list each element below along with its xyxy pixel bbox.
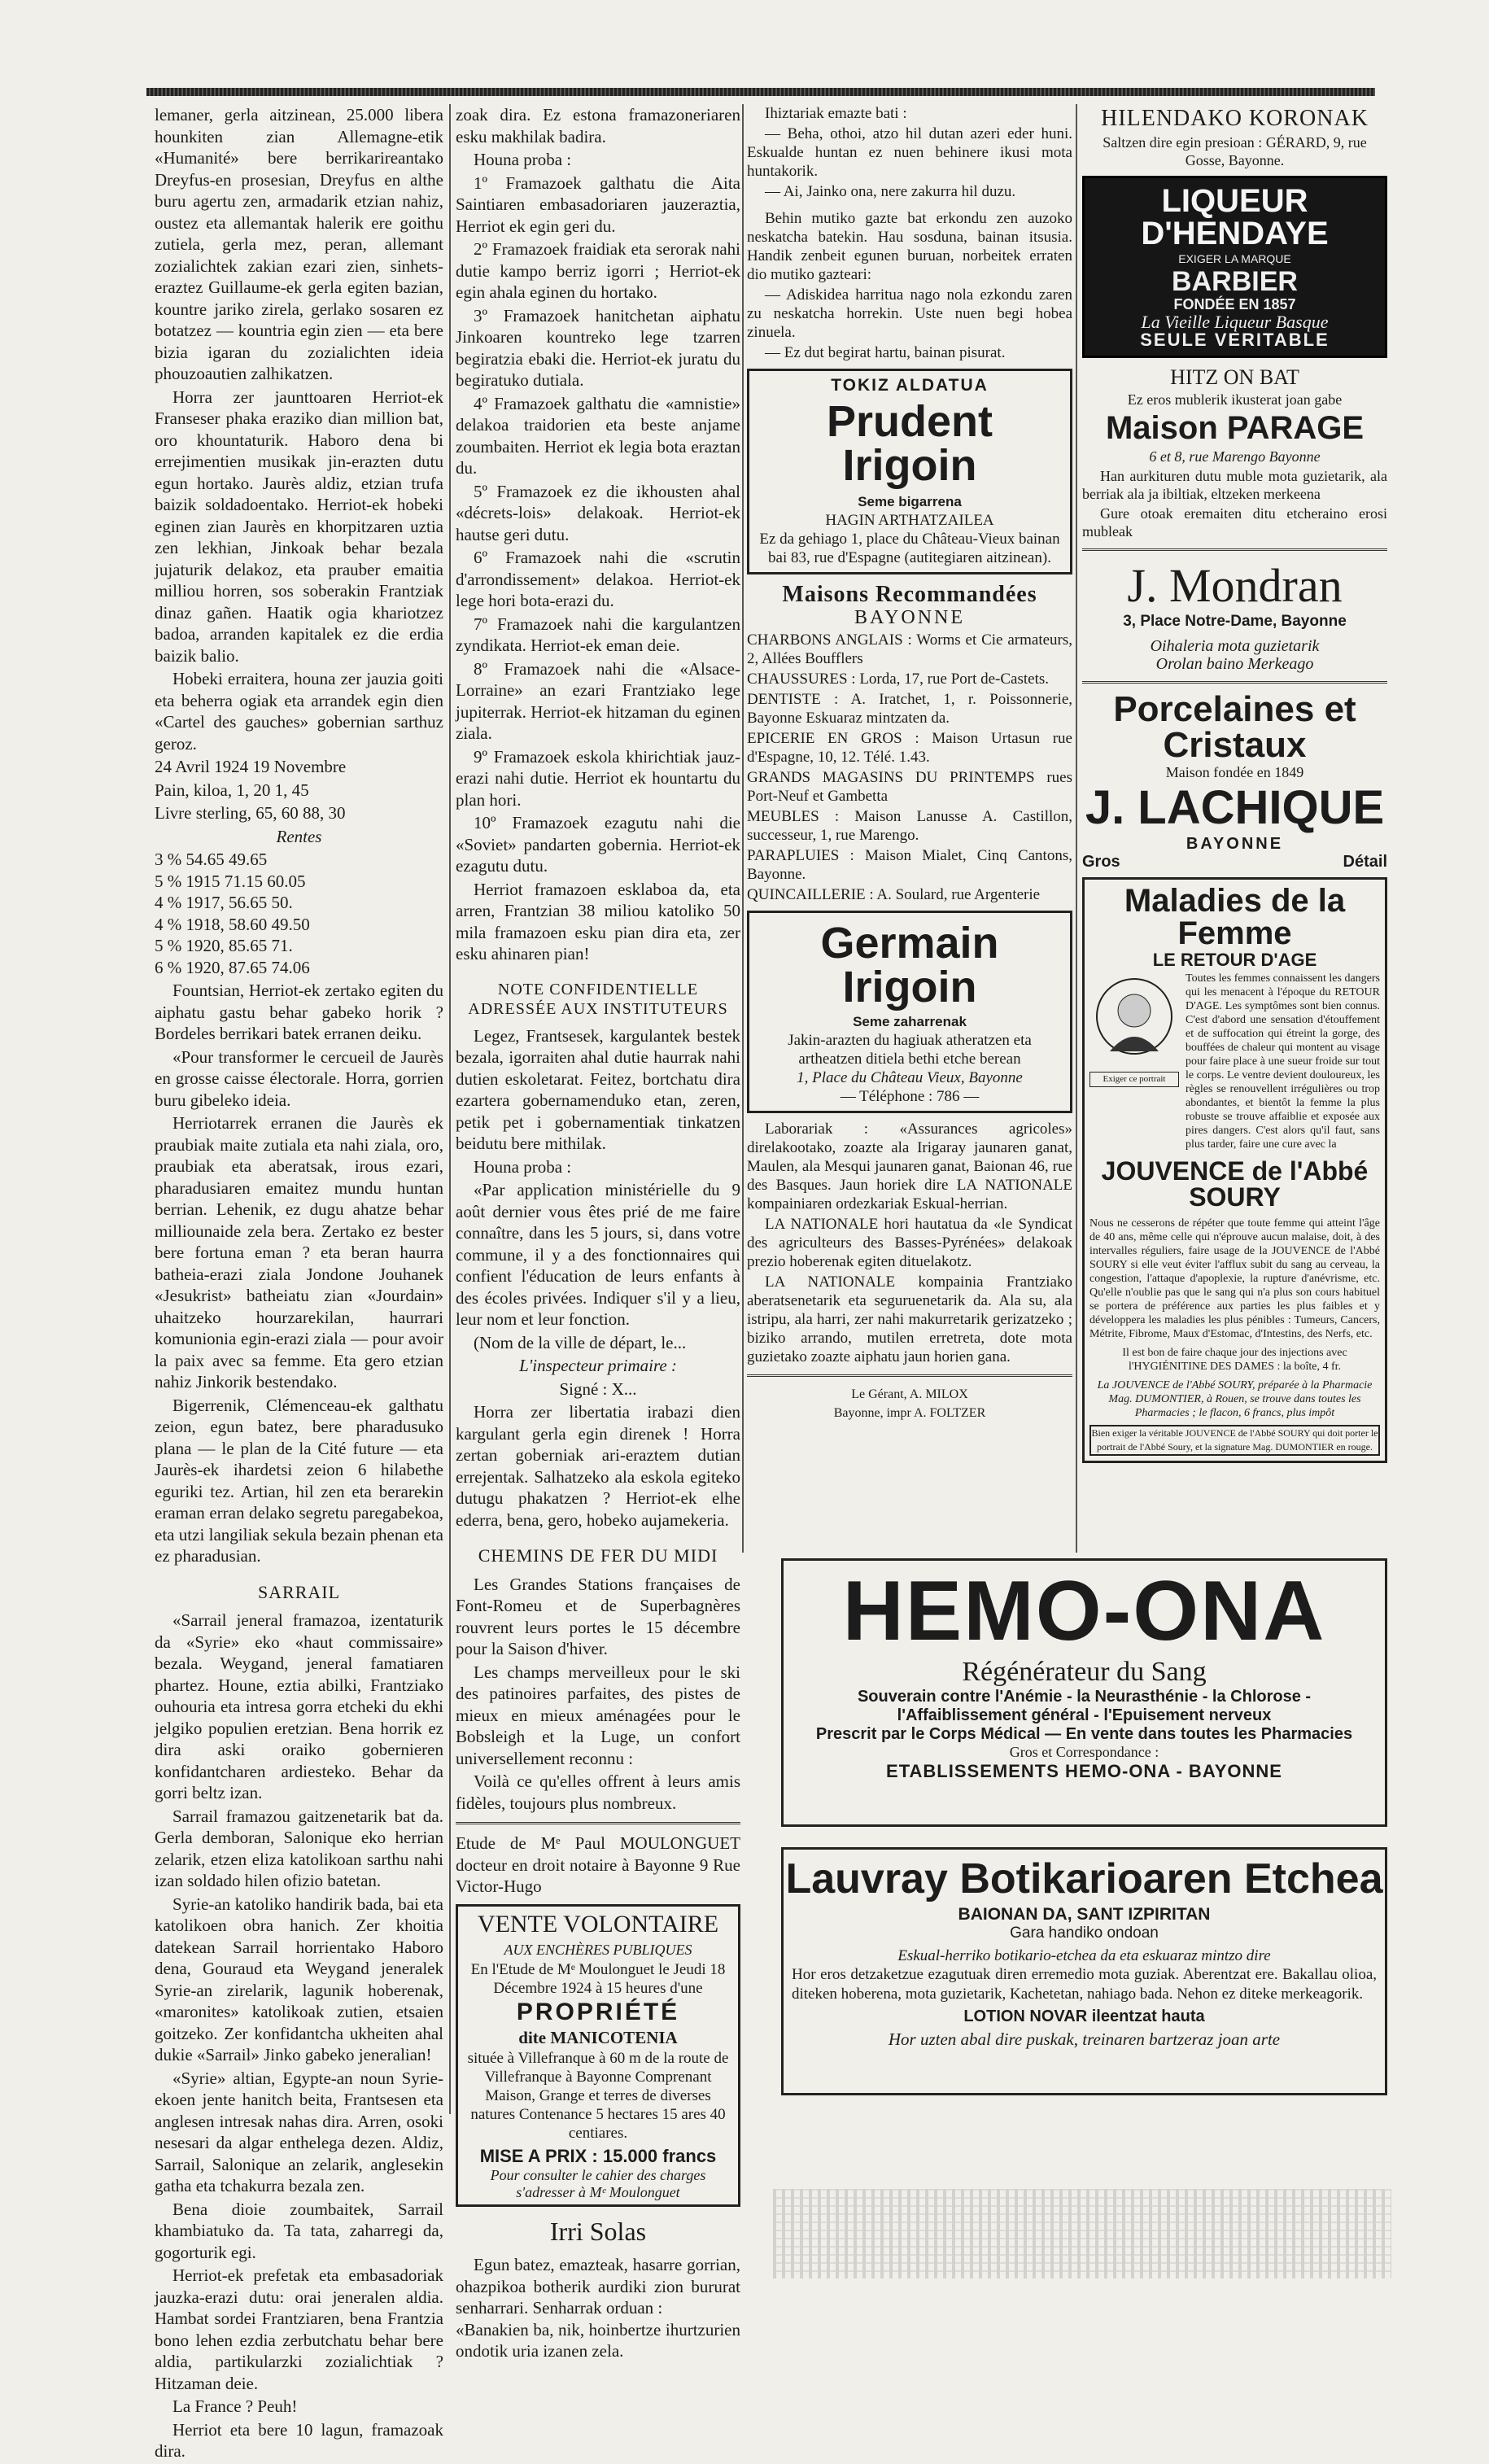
article-paragraph: «Pour transformer le cercueil de Jaurès en grosse caisse électorale. Horra, gorrien buru gibeleko ideia. [155, 1046, 443, 1110]
prix-note: Pour consulter le cahier des charges s'adresser à Mᵉ Moulonguet [490, 2167, 706, 2200]
parage-address: 6 et 8, rue Marengo Bayonne [1149, 448, 1321, 465]
article-paragraph: lemaner, gerla aitzinean, 25.000 libera hounkiten zian Allemagne-etik «Humanité» bere berrikarireantako Dreyfus-en prosesian, Dreyfus en althe buru agertu zen, armadarik etzian nahiz, oustez eta allemantak halerik ere goithu zutiela, gerla mez, peran, allemant zozialichtek zakian ezari zien, sinhets-eraztez Guillaume-ek gerla egiten bazian, kountre jariko zirela, gerlako sosaren ez botatzez — kountria egin zien — eta bere bizia igaran du zozialichten ideia phouzoautien zalhikatzen. [155, 105, 443, 383]
liqueur-title: LIQUEUR D'HENDAYE [1141, 183, 1329, 251]
article-paragraph: 9º Framazoek eskola khirichtiak jauz-erazi nahi dutie. Herriot ek hountartu du plan hori. [456, 746, 740, 810]
porcelaines-fondee: Maison fondée en 1849 [1165, 764, 1304, 780]
article-paragraph: Legez, Frantsesek, kargulantek bestek bezala, igorraiten ahal dutie haurrak nahi dutien eskoletarat. Feitez, bortchatu dira ezartera gobernamenduko etan, zeren, petik pet i gobernamentiak tinkatzen beidutu bere mithilak. [456, 1025, 740, 1153]
parage-text: Gure otoak eremaiten ditu etcheraino erosi mubleak [1082, 505, 1387, 540]
liqueur-fondee: FONDÉE EN 1857 [1173, 296, 1296, 312]
hemo-subtitle: Régénérateur du Sang [962, 1657, 1207, 1687]
hilendako-title: HILENDAKO KORONAK [1101, 106, 1369, 131]
article-paragraph: LA NATIONALE hori hautatua da «le Syndicat des agriculteurs des Basses-Pyrénées» delakoak prezio hoberenak egiten dituelakotz. [747, 1216, 1072, 1270]
lachique-city: BAYONNE [1186, 835, 1284, 853]
column-1 [155, 104, 443, 2464]
germain-sub: Seme zaharrenak [853, 1014, 967, 1029]
maisons-item: PARAPLUIES : Maison Mialet, Cinq Cantons, Bayonne. [747, 847, 1072, 883]
article-paragraph: Herriotarrek erranen die Jaurès ek praubiak maite zutiala eta nahi ziala, oro, praubiak eta aberatsak, irous ezari, pharadusiaren emaitez mundu huntan berrian. Lehenik, ez dugu ahatze behar milliounaide zela bera. Zertako ez bester bere fortuna eman ? eta beran haurra batheia-erazi ziala Jondone Jouhanek «Jesukrist» batheiatu zian «Jourdain» uhaitzeko hourzarekilan, haurrari komunionia egin-erazi ziala — pour avoir la paix avec sa femme. Eta gero etzian nahiz Jinkorik bestendako. [155, 1113, 443, 1391]
germain-text: Jakin-arazten du hagiuak atheratzen eta artheatzen ditiela bethi etche berean [788, 1032, 1032, 1068]
portrait-icon [1094, 972, 1175, 1068]
article-paragraph: Houna proba : [474, 150, 572, 169]
detail-label: Détail [1343, 853, 1387, 871]
liqueur-vieille: La Vieille Liqueur Basque [1141, 312, 1329, 332]
article-paragraph: Laborariak : «Assurances agricoles» direlakootako, zoazte ala Irigaray jaunaren ganat, Maulen, ala Mesqui jaunaren ganat, Baionan 46, rue des Basques. Jaun horiek dire LA NATIONALE kompainiaren ordezkariak Eskual-herrian. [747, 1121, 1072, 1212]
maladies-text: Toutes les femmes connaissent les dangers qui les menacent à l'époque du RETOUR D'AGE. Les symptômes sont bien connus. C'est d'abord une sensation d'étouffement et de suffocation qui étreint la gorge, des bouffées de chaleur qui montent au visage pour faire place à une sueur froide sur tout le corps. Le ventre devient douloureux, les règles se renouvellent irrégulières ou trop abondantes, et bientôt la femme la plus robuste se trouve affaiblie et exposée aux pires dangers. C'est alors qu'il faut, sans plus tarder, faire une cure avec la [1186, 972, 1380, 1151]
lauvray-text: Eskual-herriko botikario-etchea da eta eskuaraz mintzo dire [897, 1947, 1271, 1964]
gros-detail-row [1082, 853, 1387, 871]
maisons-item: DENTISTE : A. Iratchet, 1, r. Poissonnerie, Bayonne Eskuaraz mintzaten da. [747, 691, 1072, 727]
maisons-item: MEUBLES : Maison Lanusse A. Castillon, successeur, 1, rue Marengo. [747, 808, 1072, 844]
hemo-line: l'Affaiblissement général - l'Epuisement nerveux [897, 1706, 1272, 1724]
article-paragraph: 1º Framazoek galthatu die Aita Saintiaren embasadoriaren jauzeraztia, Herriot ek egin geri du. [456, 173, 740, 236]
etude-notice: Etude de Mᵉ Paul MOULONGUET docteur en droit notaire à Bayonne 9 Rue Victor-Hugo [456, 1833, 740, 1896]
divider [747, 1374, 1072, 1377]
maisons-item: CHARBONS ANGLAIS : Worms et Cie armateurs, 2, Allées Boufflers [747, 631, 1072, 667]
article-paragraph: Voilà ce qu'elles offrent à leurs amis fidèles, toujours plus nombreux. [456, 1772, 740, 1813]
prudent-ad [747, 369, 1072, 574]
hitz-title: HITZ ON BAT [1170, 365, 1299, 389]
rentes-label: Rentes [276, 826, 322, 846]
lauvray-text: Hor eros detzaketzue ezagutuak diren erremedio mota guziak. Aberentzat ere. Bakallau olioa, diteken hoberena, mota guzietarik, Kachetetan, nahiago bada. Nehon ez ditеke merkeagorik. [792, 1966, 1377, 2003]
retour-title: LE RETOUR D'AGE [1152, 950, 1317, 970]
article-paragraph: Herriot framazoen esklaboa da, eta arren, Frantzian 38 miliou katoliko 50 mila framazoen esku pian dira eta, zer esku ahinaren pian! [456, 879, 740, 963]
hemo-line: ETABLISSEMENTS HEMO-ONA - BAYONNE [886, 1761, 1282, 1781]
germain-title: Germain Irigoin [820, 919, 999, 1011]
jouvence-text: Nous ne cesserons de répéter que toute femme qui atteint l'âge de 40 ans, même celle qui n'éprouve aucun malaise, doit, à des intervalles réguliers, faire usage de la JOUVENCE de l'Abbé SOURY si elle veut éviter l'afflux subit du sang au cerveau, la congestion, l'attaque d'apoplexie, la rupture d'anévrisme, etc. Qu'elle n'oublie pas que le sang qui n'a plus son cours habituel se portera de préférence aux parties les plus faibles et y développera les maladies les plus pénibles : Tumeurs, Cancers, Métrite, Fibrome, Maux d'Estomac, d'Intestins, des Nerfs, etc. [1089, 1217, 1380, 1340]
liqueur-exiger: EXIGER LA MARQUE [1178, 252, 1291, 265]
jouvence-title: JOUVENCE de l'Abbé SOURY [1101, 1156, 1369, 1212]
article-paragraph: — Beha, othoi, atzo hil dutan azeri eder huni. Eskualde huntan ez nuen behinere ikusi mota huntakorik. [747, 125, 1072, 180]
lachique-title: J. LACHIQUE [1085, 781, 1385, 834]
article-paragraph: Herriot eta bere 10 lagun, framazoak dira. [155, 2419, 443, 2461]
article-paragraph: Bigerrenik, Clémenceau-ek galthatu zeion, egun batez, bere pharadusuko plana — le plan de la Cité future — eta Jaurès-ek ihardetsi zeion 6 hilabethe eguriki tez. Artian, hil zen eta berarekin eraman erran delako segretu paregabekoa, eta utzi langiliak sekula bezain phenan eta ez pharadusian. [155, 1395, 443, 1566]
vente-text: située à Villefranque à 60 m de la route de Villefranque à Bayonne Comprenant Maison, Grange et terres de diverses natures Contenance 5 hectares 15 ares 40 centiares. [467, 2049, 729, 2142]
lauvray-address: BAIONAN DA, SANT IZPIRITAN [958, 1905, 1211, 1924]
signature: Signé : X... [559, 1378, 637, 1399]
parage-title: Maison PARAGE [1105, 410, 1365, 446]
liqueur-seule: SEULE VERITABLE [1140, 330, 1330, 350]
hitz-text: Ez eros mublerik ikusterat joan gabe [1127, 391, 1343, 408]
jouvence-text: La JOUVENCE de l'Abbé SOURY, préparée à la Pharmacie Mag. DUMONTIER, à Rouen, se trouve dans toutes les Pharmacies ; le flacon, 6 francs, plus impôt [1097, 1379, 1373, 1419]
article-paragraph: LA NATIONALE kompainia Frantziako aberatsenetarik eta seguruenetarik da. Ala su, ala istripu, ala harri, zer nahi makurretarik gerizatzeko ; biziko arrando, mutilen erretreta, dote mota guzietako zoazte aiphatu jaun horien gana. [747, 1274, 1072, 1365]
vente-text: En l'Etude de Mᵉ Moulonguet le Jeudi 18 Décembre 1924 à 15 heures d'une [470, 1961, 726, 1997]
jouvence-note: Bien exiger la véritable JOUVENCE de l'Abbé SOURY qui doit porter le portrait de l'Abbé Soury, et la signature Mag. DUMONTIER en rouge. [1089, 1425, 1380, 1456]
article-paragraph: La France ? Peuh! [172, 2396, 298, 2416]
column-3 [747, 104, 1072, 1422]
print-smudge [773, 2189, 1391, 2278]
price-row: Pain, kiloa, 1, 20 1, 45 [155, 780, 309, 800]
maisons-item: EPICERIE EN GROS : Maison Urtasun rue d'Espagne, 10, 12. Télé. 1.43. [747, 730, 1072, 766]
section-heading: CHEMINS DE FER DU MIDI [478, 1545, 718, 1566]
tokiz-label: TOKIZ ALDATUA [831, 376, 989, 395]
section-heading: SARRAIL [257, 1581, 341, 1602]
divider [1082, 681, 1387, 684]
article-paragraph: Bena dioie zoumbaitek, Sarrail khambiatuko da. Ta tata, zaharregi da, gogorturik egi. [155, 2199, 443, 2262]
jouvence-text: Il est bon de faire chaque jour des injections avec l'HYGIÉNITINE DES DAMES : la boîte, 4 fr. [1122, 1347, 1347, 1373]
prudent-sub: Seme bigarrena [858, 494, 962, 509]
vente-ad [456, 1904, 740, 2208]
portrait-caption: Exiger ce portrait [1089, 1072, 1179, 1087]
hemo-line: Gros et Correspondance : [1009, 1744, 1159, 1760]
column-divider [449, 104, 451, 2114]
vente-subtitle: AUX ENCHÈRES PUBLIQUES [504, 1941, 692, 1958]
maladies-title: Maladies de la Femme [1124, 883, 1346, 951]
lauvray-last: Hor uzten abal dire puskak, treinaren bartzeraz joan arte [888, 2029, 1281, 2049]
article-paragraph: 7º Framazoek nahi die kargulantzen zyndikata. Herriot-ek eman deie. [456, 614, 740, 655]
article-paragraph: Fountsian, Herriot-ek zertako egiten du aiphatu gastu behar gabeko horik ? Bordeles berrikari batek erranen deiku. [155, 981, 443, 1043]
imprimeur: Bayonne, impr A. FOLTZER [833, 1406, 986, 1420]
article-paragraph: zoak dira. Ez estona framazoneriaren esku makhilak badira. [456, 105, 740, 146]
hemo-prescrit: Prescrit par le Corps Médical [815, 1725, 1041, 1743]
signature-title: L'inspecteur primaire : [519, 1356, 677, 1375]
column-2 [456, 104, 740, 2364]
hilendako-text: Saltzen dire egin presioan : GÉRARD, 9, rue Gosse, Bayonne. [1103, 134, 1367, 168]
hemo-line: Souverain contre l'Anémie - la Neurasthénie - la Chlorose - [857, 1688, 1312, 1706]
propriete-name: dite MANICOTENIA [518, 2028, 678, 2047]
price-row: Livre sterling, 65, 60 88, 30 [155, 803, 346, 823]
hemo-ona-ad [781, 1558, 1387, 1827]
mondran-title: J. Mondran [1127, 559, 1343, 612]
article-paragraph: — Ez dut begirat hartu, bainan pisurat. [765, 344, 1006, 361]
liqueur-ad [1082, 176, 1387, 358]
mondran-address: 3, Place Notre-Dame, Bayonne [1123, 613, 1347, 630]
hemo-line: Prescrit par le Corps Médical — En vente dans toutes les Pharmacies [815, 1725, 1353, 1743]
column-divider [742, 104, 744, 1553]
article-paragraph: Houna proba : [474, 1156, 572, 1177]
lauvray-gara: Gara handiko ondoan [1010, 1924, 1159, 1942]
article-paragraph: Horra zer libertatia irabazi dien kargulant gerla egin direnek ! Horra zertan goberniak ari-eraztem dutian errejentak. Salhatzeko ala eskola egiteko dutugu phakatzen ? Herriot-ek elhe ederra, bena, gero, hobeko aujamekeria. [456, 1402, 740, 1530]
article-paragraph: Sarrail framazou gaitzenetarik bat da. Gerla demboran, Salonique eko herrian zelarik, etzen eliza katolikoan sarthu nahi izan soldado hilen ofizio batetan. [155, 1806, 443, 1890]
article-paragraph: 6º Framazoek nahi die «scrutin d'arrondissement» delakoa. Herriot-ek lege hori bota-erazi du. [456, 548, 740, 610]
article-paragraph: Horra zer jaunttoaren Herriot-ek Franseser phaka eraziko dian million bat, oro khountaturik. Haboro dena bi errejimentien musikak jin-erazten dutu egun hortako. Jaurès aldiz, etzian trufa baizik soldadoentako. Herriot-ek hobeki eginen zian Jaurès en khorpitzaren uztia zen lekhian, Jinkoak behar bezala jujaturik delakoz, eta prauber emaitia milliou horren, sos soberakin Frantziak dinaz gañen. Haatik ogia khariotzez badoa, arranden kapitalek ez die erdia baizik balio. [155, 387, 443, 666]
gros-label: Gros [1082, 853, 1120, 871]
germain-ad [747, 911, 1072, 1113]
lauvray-ad [781, 1847, 1387, 2095]
article-paragraph: 8º Framazoek nahi die «Alsace-Lorraine» an ezari Frantziako lege jupiterrak. Herriot-ek hitzaman du eginen ziala. [456, 658, 740, 743]
vente-title: VENTE VOLONTAIRE [477, 1910, 719, 1938]
column-4 [1082, 104, 1387, 1470]
germain-address: 1, Place du Château Vieux, Bayonne [797, 1069, 1023, 1086]
column-divider [1076, 104, 1077, 1553]
article-paragraph: Ihiztariak emazte bati : [765, 105, 907, 122]
porcelaines-title: Porcelaines et Cristaux [1113, 689, 1356, 765]
lauvray-lotion: LOTION NOVAR ileentzat hauta [963, 2007, 1205, 2025]
maisons-title: Maisons Recommandées [782, 582, 1037, 607]
prudent-title: Prudent Irigoin [826, 397, 993, 490]
article-paragraph: Behin mutiko gazte bat erkondu zen auzoko neskatcha batekin. Hau sosduna, bainan itsusia. Handik zenbeit egunen buruan, norbeitek erraten dio mutiko gazteari: [747, 210, 1072, 283]
barbier-title: BARBIER [1172, 266, 1298, 297]
germain-phone: — Téléphone : 786 — [840, 1088, 980, 1105]
gerant: Le Gérant, A. MILOX [851, 1387, 968, 1401]
article-paragraph: «Par application ministérielle du 9 août dernier vous êtes prié de me faire connaître, dans les 5 jours, si, dans votre commune, il y a des fonctionnaires qui confient l'éducation de leurs enfants à des écoles privées. Indiquer s'il y a lieu, leur nom et leur fonction. [456, 1180, 740, 1329]
mondran-text: Orolan baino Merkeago [1155, 655, 1314, 673]
maisons-item: GRANDS MAGASINS DU PRINTEMPS rues Port-Neuf et Gambetta [747, 769, 1072, 805]
article-paragraph: 2º Framazoek fraidiak eta serorak nahi dutie kampo berriz igorri ; Herriot-ek egin ahala eginen du hortako. [456, 239, 740, 302]
article-paragraph: (Nom de la ville de départ, le... [474, 1332, 687, 1352]
lauvray-title: Lauvray Botikarioaren Etchea [785, 1855, 1383, 1903]
maladies-ad [1082, 877, 1387, 1463]
divider [456, 1822, 740, 1824]
article-paragraph: — Adiskidea harritua nago nola ezkondu zaren zu neskatcha horrekin. Uste nuen begi hobea zinuela. [747, 286, 1072, 341]
article-paragraph: «Sarrail jeneral framazoa, izentaturik da «Syrie» eko «haut commissaire» bezala. Weygand, jeneral famatiaren phartez. Houne, eztia abilki, Frantziako ouhouria eta intresa gorra etcheki du ekhi jelgiko populien eretzian. Bena horrik ez dira aski oraiko gobernieren konfidantcharen ardiesteko. Behar da gorri beltz izan. [155, 1610, 443, 1802]
mondran-text: Oihaleria mota guzietarik [1150, 637, 1320, 655]
parage-text: Han aurkituren dutu muble mota guzietarik, ala berriak ala ja ibiltiak, eltzeken merkeena [1082, 468, 1387, 502]
maisons-city: BAYONNE [854, 607, 966, 628]
maisons-item: CHAUSSURES : Lorda, 17, rue Port de-Castets. [747, 671, 1050, 688]
maisons-item: QUINCAILLERIE : A. Soulard, rue Argenterie [747, 886, 1041, 903]
prudent-text: Ez da gehiago 1, place du Château-Vieux bainan bai 83, rue d'Espagne (autitegiaren aitzinean). [759, 531, 1060, 566]
price-row: 24 Avril 1924 19 Novembre [155, 757, 347, 776]
article-paragraph: — Ai, Jainko ona, nere zakurra hil duzu. [765, 183, 1016, 200]
article-paragraph: Herriot-ek prefetak eta embasadoriak jauzka-erazi dutu: orai jeneralen aldia. Hambat sordei Frantziaren, bena Frantzia bono lehen ezdia zerbutchatu behar bere aldia, partikularzki zozialichtiak ? Hitzaman deie. [155, 2265, 443, 2393]
article-paragraph: Egun batez, emazteak, hasarre gorrian, ohazpikoa botherik aurdiki zion bururat senharrari. Senharrak orduan : «Banakien ba, nik, hoinbertze ihurtzurien ondotik uria izanen zela. [456, 2255, 740, 2361]
divider [1082, 548, 1387, 551]
article-paragraph: Les champs merveilleux pour le ski des patinoires parfaites, des pistes de mieux en mieux aménagées pour le Bobsleigh et la Luge, un confort universellement reconnu : [456, 1662, 740, 1768]
top-rule [146, 88, 1375, 96]
mise-a-prix: MISE A PRIX : 15.000 francs [479, 2145, 717, 2166]
article-paragraph: 10º Framazoek ezagutu nahi die «Soviet» pandarten gobernia. Herriot-ek ezagutu dutu. [456, 813, 740, 876]
section-heading: NOTE CONFIDENTIELLE ADRESSÉE AUX INSTITUTEURS [468, 980, 728, 1018]
article-paragraph: Syrie-an katoliko handirik bada, bai eta katolikoen obra hanich. Zer khoitia datekean Sarrail horrientako Haboro dena, Gouraud eta Weygand jeneralek Syrie-an zirelarik, lagunik hoberenak, «maronites» katolikoak zutien, etsaien goitzeko. Zer konfidantcha ukheiten ahal dukie «Sarrail» Jinko gabeko jeneralian! [155, 1894, 443, 2064]
article-paragraph: 3º Framazoek hanitchetan aiphatu Jinkoaren kountreko lege tzarren begiratzia ebaki die. Herriot-ek juratu du begiratuko dutiala. [456, 305, 740, 390]
propriete-title: PROPRIÉTÉ [516, 1999, 680, 2025]
rentes-table: 3 % 54.65 49.65 5 % 1915 71.15 60.05 4 % 1917, 56.65 50. 4 % 1918, 58.60 49.50 5 % 1920, 85.65 71. 6 % 1920, 87.65 74.06 [155, 850, 310, 977]
article-paragraph: 4º Framazoek galthatu die «amnistie» delakoa traidorien eta beste anjame zoumbaiten. Herriot ek legia bota eraztan du. [456, 393, 740, 478]
article-paragraph: «Syrie» altian, Egypte-an noun Syrie-ekoen jente hanitch beita, Frantsesen eta anglesen intresak nahas dira. Arren, osoki nesesari da algar enthelega dezen. Aldiz, Sarrail, Salonique an zelarik, anglesekin gatha eta tchakurra bezala zen. [155, 2068, 443, 2195]
hemo-title: HEMO-ONA [842, 1564, 1326, 1658]
irri-heading: Irri Solas [549, 2217, 647, 2246]
article-paragraph: 5º Framazoek ez die ikhousten ahal «décrets-lois» delakoak. Herriot-ek hautse geri dutu. [456, 481, 740, 544]
hemo-vente: En vente dans toutes les Pharmacies [1065, 1725, 1353, 1743]
article-paragraph: Hobeki erraitera, houna zer jauzia goiti eta beherra ogiak eta arrandek egin dien «Cartel des gauches» gobernian sarthuz geroz. [155, 669, 443, 754]
prudent-occupation: HAGIN ARTHATZAILEA [825, 512, 994, 529]
abbe-portrait [1089, 972, 1179, 1151]
article-paragraph: Les Grandes Stations françaises de Font-Romeu et de Superbagnères rouvrent leurs portes le 15 décembre pour la Saison d'hiver. [456, 1574, 740, 1658]
